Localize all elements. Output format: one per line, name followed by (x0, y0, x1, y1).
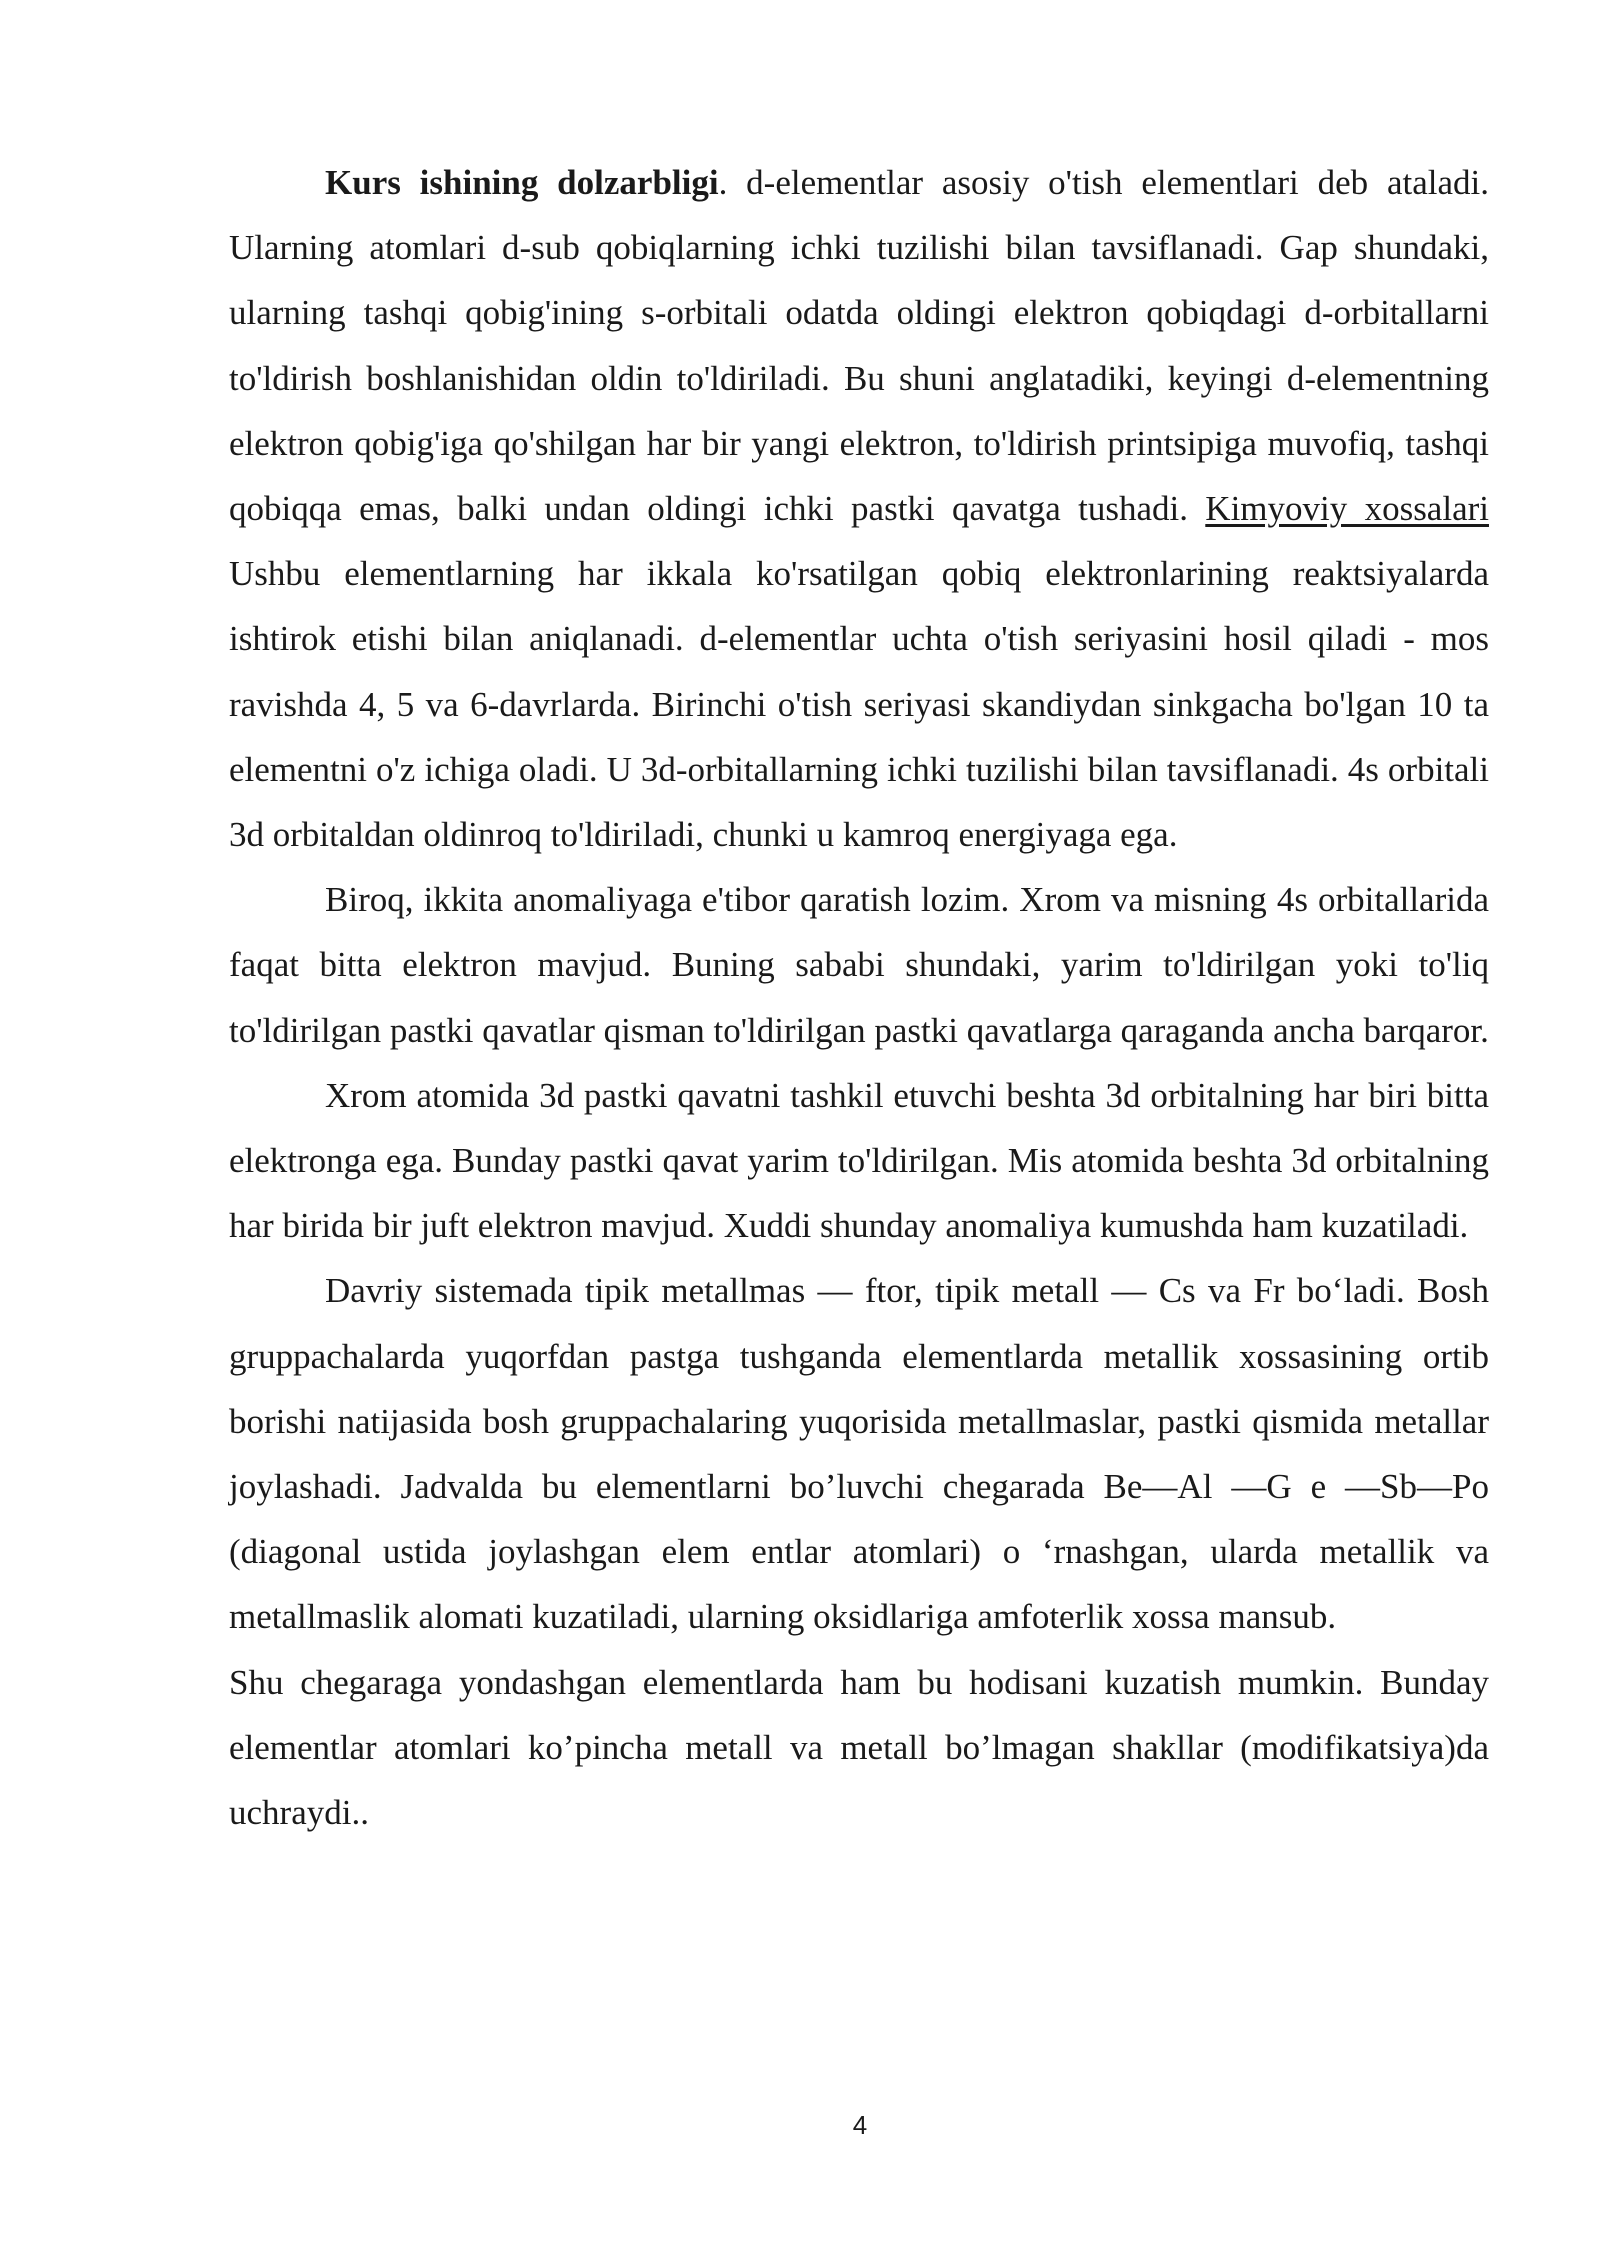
paragraph-relevance (229, 150, 1489, 867)
paragraph-periodic-system: Davriy sistemada tipik metallmas — ftor, tipik metall — Cs va Fr bo‘ladi. Bosh gruppachalarda yuqorfdan pastga tushganda elementlarda metallik xossasining ortib borishi natijasida bosh gruppachalaring yuqorisida metallmaslar, pastki qismida metallar joylashadi. Jadvalda bu elementlarni bo’luvchi chegarada Be—Al —G e —Sb—Po (diagonal ustida joylashgan elem entlar atomlari) o ‘rnashgan, ularda metallik va metallmaslik alomati kuzatiladi, ularning oksidlariga amfoterlik xossa mansub. (229, 1271, 1489, 1637)
paragraph-text: Ushbu elementlarning har ikkala ko'rsatilgan qobiq elektronlarining reaktsiyalarda ishtirok etishi bilan aniqlanadi. d-elementlar uchta o'tish seriyasini hosil qiladi - mos ravishda 4, 5 va 6-davrlarda. Birinchi o'tish seriyasi skandiydan sinkgacha bo'lgan 10 ta elementni o'z ichiga oladi. U 3d-orbitallarning ichki tuzilishi bilan tavsiflanadi. 4s orbitali 3d orbitaldan oldinroq to'ldiriladi, chunki u kamroq energiyaga ega. (229, 554, 1489, 855)
chemical-properties-link[interactable]: Kimyoviy xossalari (1205, 489, 1489, 529)
paragraph-chromium-atom: Xrom atomida 3d pastki qavatni tashkil etuvchi beshta 3d orbitalning har biri bitta elektronga ega. Bunday pastki qavat yarim to'ldirilgan. Mis atomida beshta 3d orbitalning har birida bir juft elektron mavjud. Xuddi shunday anomaliya kumushda ham kuzatiladi. (229, 1075, 1489, 1246)
document-body (229, 150, 1489, 1845)
section-title: Kurs ishining dolzarbligi (325, 163, 719, 202)
page-number: 4 (852, 2110, 868, 2140)
paragraph-text: . d-elementlar asosiy o'tish elementlari deb ataladi. Ularning atomlari d-sub qobiqlarning ichki tuzilishi bilan tavsiflanadi. Gap shundaki, ularning tashqi qobig'ining s-orbitali odatda oldingi elektron qobiqdagi d-orbitallarni to'ldirish boshlanishidan oldin to'ldiriladi. Bu shuni anglatadiki, keyingi d-elementning elektron qobig'iga qo'shilgan har bir yangi elektron, to'ldirish printsipiga muvofiq, tashqi qobiqqa emas, balki undan oldingi ichki pastki qavatga tushadi. (229, 163, 1489, 529)
paragraph-boundary-elements: Shu chegaraga yondashgan elementlarda ham bu hodisani kuzatish mumkin. Bunday elementlar atomlari ko’pincha metall va metall bo’lmagan shakllar (modifikatsiya)da uchraydi.. (229, 1662, 1489, 1833)
paragraph-anomalies: Biroq, ikkita anomaliyaga e'tibor qaratish lozim. Xrom va misning 4s orbitallarida faqat bitta elektron mavjud. Buning sababi shundaki, yarim to'ldirilgan yoki to'liq to'ldirilgan pastki qavatlar qisman to'ldirilgan pastki qavatlarga qaraganda ancha barqaror. (229, 880, 1489, 1050)
